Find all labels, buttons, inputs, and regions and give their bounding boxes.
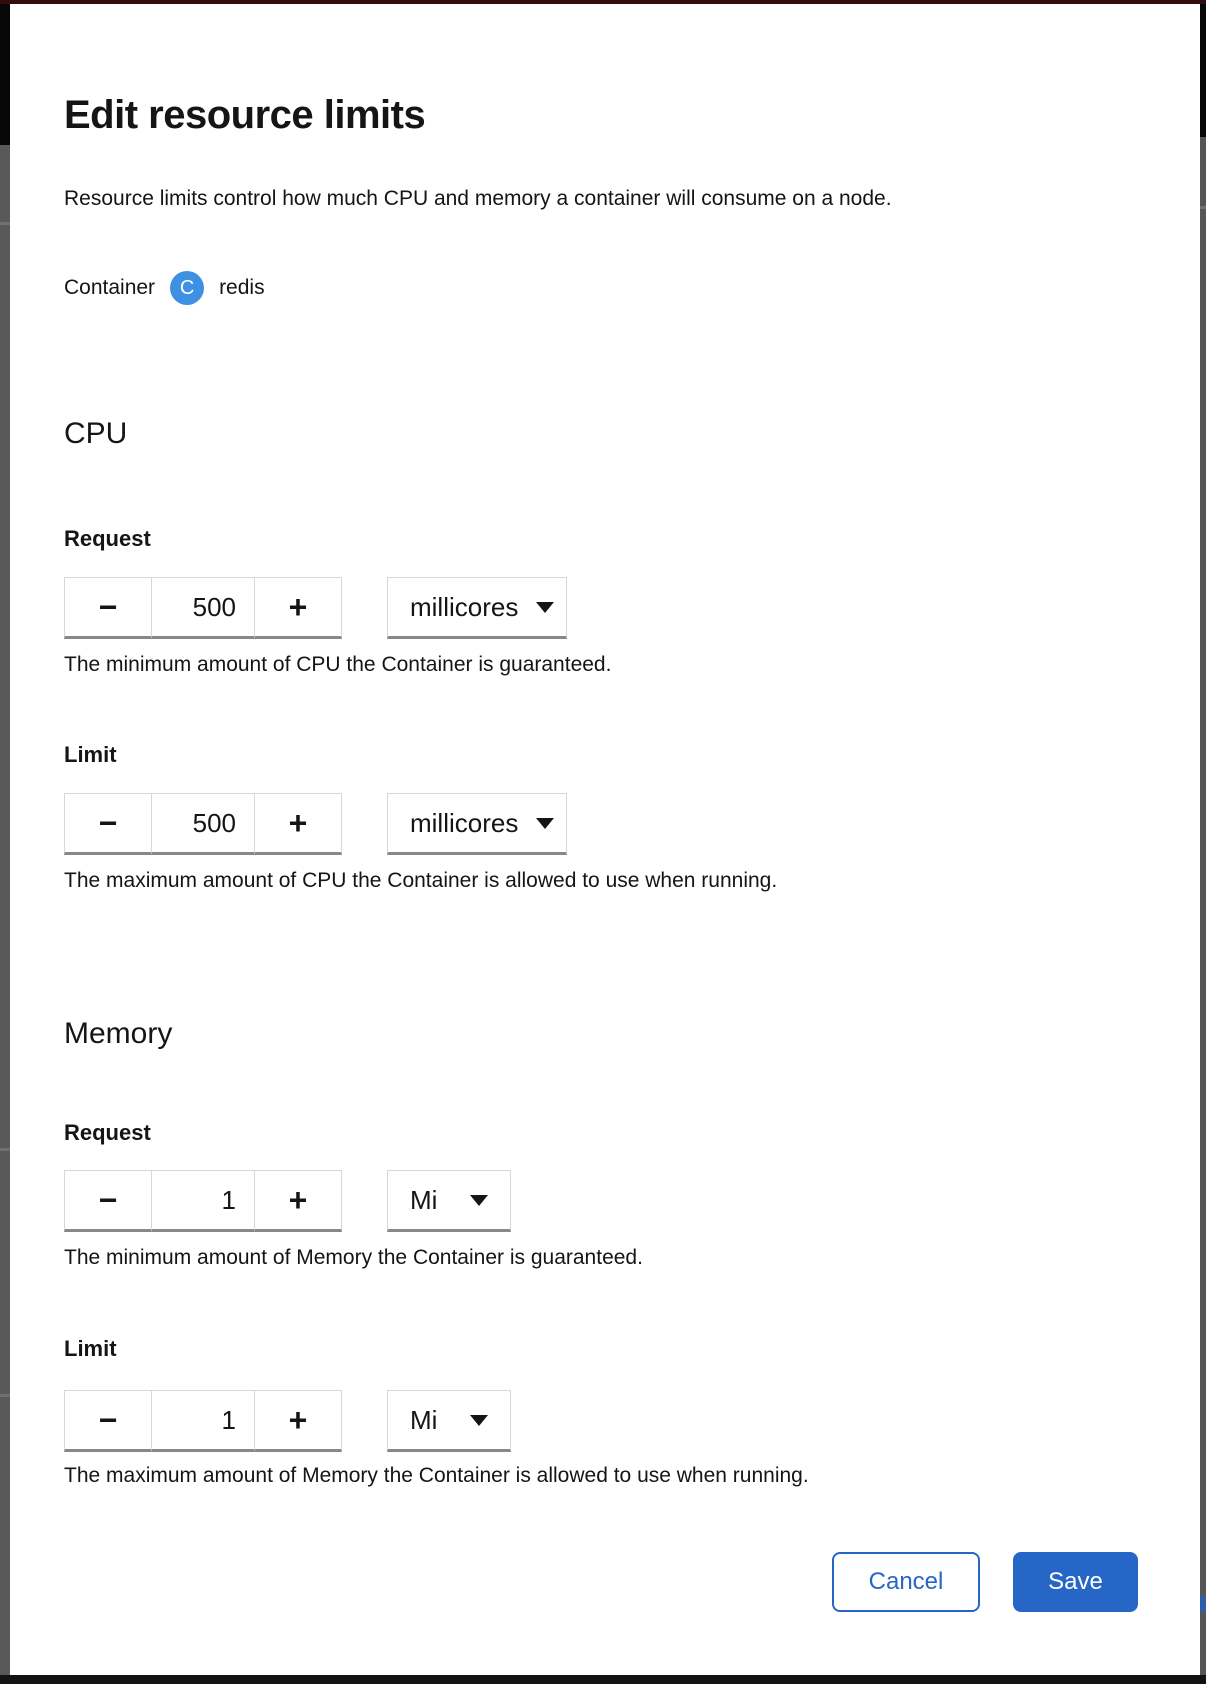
cpu-limit-label: Limit bbox=[64, 742, 117, 767]
cpu-request-decrement-button[interactable] bbox=[64, 577, 152, 639]
caret-down-icon bbox=[536, 818, 554, 829]
memory-limit-control bbox=[64, 1390, 511, 1452]
modal-description: Resource limits control how much CPU and memory a container will consume on a node. bbox=[64, 187, 892, 210]
memory-limit-decrement-button[interactable] bbox=[64, 1390, 152, 1452]
page-left-edge-divider bbox=[0, 222, 10, 225]
cpu-request-control bbox=[64, 577, 567, 639]
minus-icon: − bbox=[98, 1401, 118, 1438]
modal-title: Edit resource limits bbox=[64, 92, 426, 137]
minus-icon: − bbox=[98, 588, 118, 625]
caret-down-icon bbox=[536, 602, 554, 613]
page-right-edge-blue-item bbox=[1200, 1596, 1206, 1612]
cancel-button[interactable]: Cancel bbox=[832, 1552, 980, 1612]
cpu-request-label: Request bbox=[64, 526, 151, 551]
page-left-edge-divider bbox=[0, 1148, 10, 1151]
cpu-limit-unit-select[interactable] bbox=[387, 793, 567, 855]
cpu-limit-control bbox=[64, 793, 567, 855]
minus-icon: − bbox=[98, 804, 118, 841]
plus-icon: + bbox=[288, 1401, 308, 1438]
plus-icon: + bbox=[288, 1181, 308, 1218]
container-resource-icon: C bbox=[170, 271, 204, 305]
plus-icon: + bbox=[288, 804, 308, 841]
page-left-edge-dark-segment bbox=[0, 4, 10, 145]
memory-request-control bbox=[64, 1170, 511, 1232]
cpu-limit-help: The maximum amount of CPU the Container is allowed to use when running. bbox=[64, 869, 778, 892]
section-heading-cpu: CPU bbox=[64, 416, 128, 450]
page-right-edge-divider bbox=[1200, 206, 1206, 209]
memory-limit-value-input[interactable] bbox=[151, 1390, 255, 1452]
cpu-request-value-input[interactable] bbox=[151, 577, 255, 639]
cpu-request-increment-button[interactable] bbox=[254, 577, 342, 639]
memory-request-help: The minimum amount of Memory the Container is guaranteed. bbox=[64, 1246, 643, 1269]
memory-request-label: Request bbox=[64, 1120, 151, 1145]
memory-request-value-input[interactable] bbox=[151, 1170, 255, 1232]
memory-request-decrement-button[interactable] bbox=[64, 1170, 152, 1232]
memory-limit-increment-button[interactable] bbox=[254, 1390, 342, 1452]
cpu-limit-decrement-button[interactable] bbox=[64, 793, 152, 855]
memory-limit-unit-value: Mi bbox=[410, 1404, 438, 1435]
cpu-request-unit-select[interactable] bbox=[387, 577, 567, 639]
page-bottom-edge bbox=[0, 1675, 1206, 1684]
memory-request-unit-select[interactable] bbox=[387, 1170, 511, 1232]
container-label: Container bbox=[64, 276, 156, 299]
memory-limit-help: The maximum amount of Memory the Container is allowed to use when running. bbox=[64, 1464, 809, 1487]
cpu-limit-value-input[interactable] bbox=[151, 793, 255, 855]
plus-icon: + bbox=[288, 588, 308, 625]
page-left-edge-divider bbox=[0, 1394, 10, 1397]
save-button[interactable]: Save bbox=[1013, 1552, 1138, 1612]
memory-request-unit-value: Mi bbox=[410, 1184, 438, 1215]
cpu-limit-unit-value: millicores bbox=[410, 807, 519, 838]
section-heading-memory: Memory bbox=[64, 1016, 173, 1050]
page-right-edge-dark-segment bbox=[1200, 4, 1206, 137]
cpu-request-help: The minimum amount of CPU the Container is guaranteed. bbox=[64, 653, 612, 676]
memory-limit-unit-select[interactable] bbox=[387, 1390, 511, 1452]
minus-icon: − bbox=[98, 1181, 118, 1218]
container-row bbox=[64, 270, 265, 306]
caret-down-icon bbox=[470, 1195, 488, 1206]
container-name: redis bbox=[219, 276, 265, 299]
caret-down-icon bbox=[470, 1415, 488, 1426]
page-left-edge bbox=[0, 4, 10, 1675]
cpu-limit-increment-button[interactable] bbox=[254, 793, 342, 855]
memory-limit-label: Limit bbox=[64, 1336, 117, 1361]
cpu-request-unit-value: millicores bbox=[410, 591, 519, 622]
page-right-edge bbox=[1200, 4, 1206, 1675]
memory-request-increment-button[interactable] bbox=[254, 1170, 342, 1232]
